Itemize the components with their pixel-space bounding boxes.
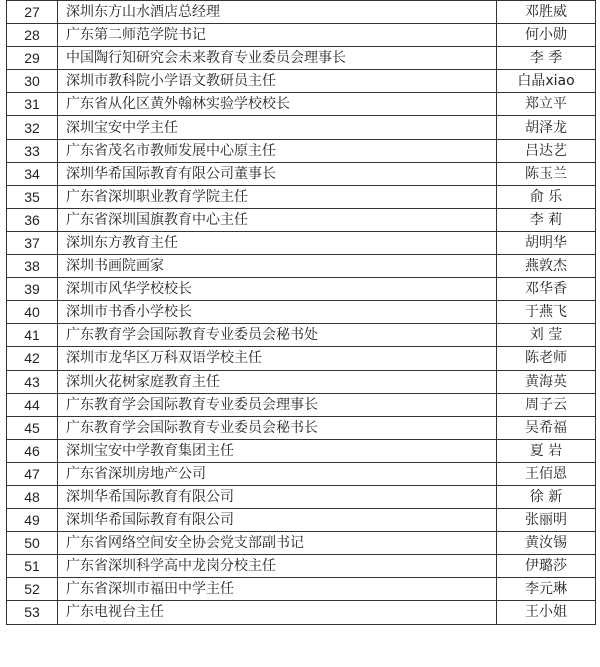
row-name: 于燕飞 — [497, 301, 596, 324]
row-name: 伊璐莎 — [497, 555, 596, 578]
row-title: 广东省网络空间安全协会党支部副书记 — [58, 532, 497, 555]
row-title: 深圳市教科院小学语文教研员主任 — [58, 70, 497, 93]
row-title: 广东省深圳科学高中龙岗分校主任 — [58, 555, 497, 578]
row-name: 燕敦杰 — [497, 255, 596, 278]
row-name: 白晶xiao — [497, 70, 596, 93]
row-name: 邓华香 — [497, 278, 596, 301]
table-row — [7, 393, 596, 416]
row-title: 广东省茂名市教师发展中心原主任 — [58, 139, 497, 162]
row-number: 43 — [7, 370, 58, 393]
row-number: 33 — [7, 139, 58, 162]
table-row — [7, 278, 596, 301]
row-name: 王佰恩 — [497, 462, 596, 485]
row-number: 34 — [7, 162, 58, 185]
row-title: 广东教育学会国际教育专业委员会秘书处 — [58, 324, 497, 347]
row-title: 广东教育学会国际教育专业委员会秘书长 — [58, 416, 497, 439]
row-number: 46 — [7, 439, 58, 462]
row-title: 深圳东方山水酒店总经理 — [58, 1, 497, 24]
row-title: 深圳火花树家庭教育主任 — [58, 370, 497, 393]
row-number: 52 — [7, 578, 58, 601]
table-row — [7, 532, 596, 555]
row-name: 刘 莹 — [497, 324, 596, 347]
row-name: 何小勋 — [497, 24, 596, 47]
table-row — [7, 93, 596, 116]
table-row — [7, 370, 596, 393]
row-title: 深圳华希国际教育有限公司董事长 — [58, 162, 497, 185]
row-title: 广东省深圳国旗教育中心主任 — [58, 208, 497, 231]
row-number: 44 — [7, 393, 58, 416]
table-row — [7, 255, 596, 278]
row-number: 29 — [7, 47, 58, 70]
row-title: 深圳华希国际教育有限公司 — [58, 485, 497, 508]
row-number: 49 — [7, 509, 58, 532]
row-name: 李元琳 — [497, 578, 596, 601]
table-row — [7, 578, 596, 601]
row-title: 广东教育学会国际教育专业委员会理事长 — [58, 393, 497, 416]
row-number: 39 — [7, 278, 58, 301]
row-number: 32 — [7, 116, 58, 139]
row-number: 50 — [7, 532, 58, 555]
row-number: 47 — [7, 462, 58, 485]
table-row — [7, 116, 596, 139]
row-title: 广东省深圳市福田中学主任 — [58, 578, 497, 601]
row-title: 深圳书画院画家 — [58, 255, 497, 278]
row-name: 陈玉兰 — [497, 162, 596, 185]
row-number: 31 — [7, 93, 58, 116]
row-title: 广东省深圳房地产公司 — [58, 462, 497, 485]
table-row — [7, 1, 596, 24]
row-name: 黄海英 — [497, 370, 596, 393]
table-row — [7, 485, 596, 508]
table-row — [7, 601, 596, 624]
row-title: 广东省深圳职业教育学院主任 — [58, 185, 497, 208]
table-row — [7, 462, 596, 485]
table-row — [7, 301, 596, 324]
table-row — [7, 70, 596, 93]
row-number: 48 — [7, 485, 58, 508]
row-name: 张丽明 — [497, 509, 596, 532]
table-row — [7, 47, 596, 70]
table-row — [7, 24, 596, 47]
row-title: 深圳华希国际教育有限公司 — [58, 509, 497, 532]
row-number: 27 — [7, 1, 58, 24]
row-title: 广东省从化区黄外翰林实验学校校长 — [58, 93, 497, 116]
row-title: 广东第二师范学院书记 — [58, 24, 497, 47]
row-title: 深圳东方教育主任 — [58, 231, 497, 254]
table-row — [7, 162, 596, 185]
row-number: 38 — [7, 255, 58, 278]
table-row — [7, 416, 596, 439]
row-title: 广东电视台主任 — [58, 601, 497, 624]
row-name: 郑立平 — [497, 93, 596, 116]
table-row — [7, 185, 596, 208]
row-name: 李 莉 — [497, 208, 596, 231]
row-name: 俞 乐 — [497, 185, 596, 208]
row-number: 40 — [7, 301, 58, 324]
row-name: 邓胜威 — [497, 1, 596, 24]
row-number: 45 — [7, 416, 58, 439]
row-name: 徐 新 — [497, 485, 596, 508]
row-title: 深圳宝安中学主任 — [58, 116, 497, 139]
table-row — [7, 555, 596, 578]
table-row — [7, 509, 596, 532]
row-title: 深圳市风华学校校长 — [58, 278, 497, 301]
row-name: 陈老师 — [497, 347, 596, 370]
row-number: 30 — [7, 70, 58, 93]
row-title: 中国陶行知研究会未来教育专业委员会理事长 — [58, 47, 497, 70]
table-row — [7, 347, 596, 370]
row-title: 深圳市书香小学校长 — [58, 301, 497, 324]
row-name: 夏 岩 — [497, 439, 596, 462]
row-name: 李 季 — [497, 47, 596, 70]
table-row — [7, 231, 596, 254]
table-row — [7, 139, 596, 162]
row-title: 深圳市龙华区万科双语学校主任 — [58, 347, 497, 370]
row-name: 吴希福 — [497, 416, 596, 439]
row-name: 周子云 — [497, 393, 596, 416]
table-row — [7, 208, 596, 231]
row-number: 37 — [7, 231, 58, 254]
row-number: 42 — [7, 347, 58, 370]
row-number: 28 — [7, 24, 58, 47]
row-name: 吕达艺 — [497, 139, 596, 162]
row-title: 深圳宝安中学教育集团主任 — [58, 439, 497, 462]
row-number: 35 — [7, 185, 58, 208]
attendee-table-body — [7, 1, 596, 625]
table-row — [7, 439, 596, 462]
row-name: 黄汝锡 — [497, 532, 596, 555]
row-number: 36 — [7, 208, 58, 231]
row-number: 41 — [7, 324, 58, 347]
row-number: 53 — [7, 601, 58, 624]
table-row — [7, 324, 596, 347]
row-name: 胡泽龙 — [497, 116, 596, 139]
row-name: 胡明华 — [497, 231, 596, 254]
row-name: 王小姐 — [497, 601, 596, 624]
attendee-table — [6, 0, 596, 625]
row-number: 51 — [7, 555, 58, 578]
